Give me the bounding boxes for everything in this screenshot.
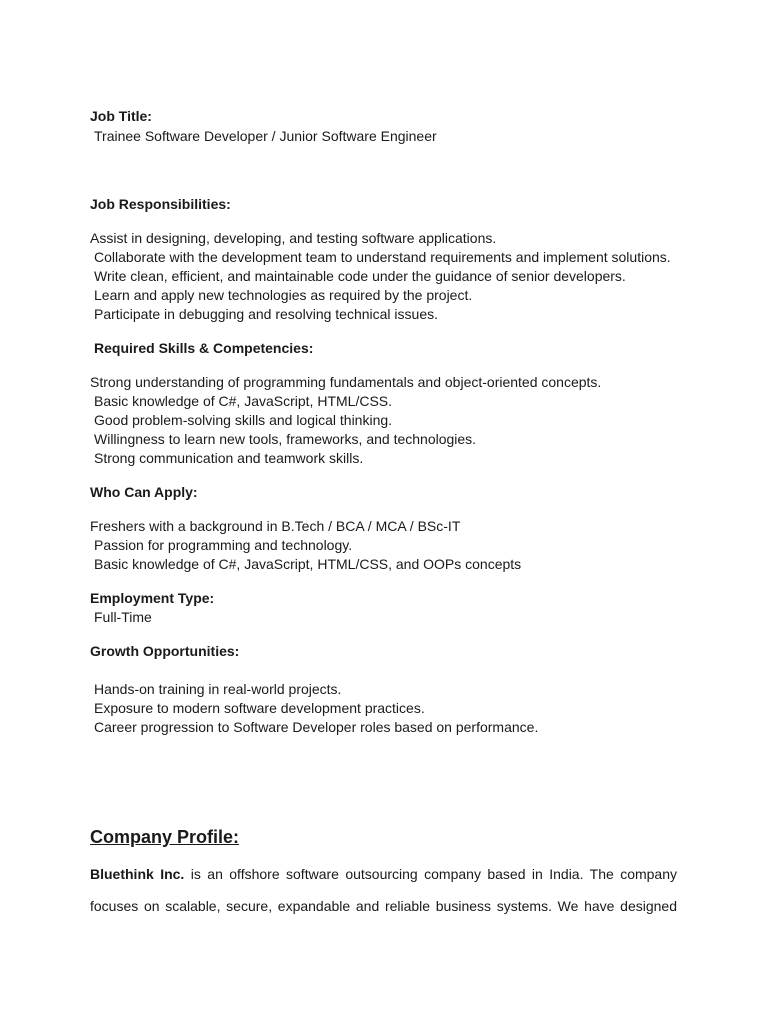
responsibility-item: Assist in designing, developing, and testing software applications.: [90, 230, 497, 246]
responsibility-item: Write clean, efficient, and maintainable code under the guidance of senior developers.: [94, 268, 626, 284]
job-title-heading: Job Title:: [90, 108, 152, 124]
growth-item: Career progression to Software Developer roles based on performance.: [94, 719, 539, 735]
skill-item: Willingness to learn new tools, frameworks, and technologies.: [94, 431, 477, 447]
eligibility-item: Passion for programming and technology.: [94, 537, 353, 553]
company-name: Bluethink Inc.: [90, 866, 185, 882]
company-profile-line-2: focuses on scalable, secure, expandable and reliable business systems. We have designed: [90, 898, 677, 914]
responsibilities-heading: Job Responsibilities:: [90, 196, 231, 212]
skills-heading: Required Skills & Competencies:: [94, 340, 314, 356]
growth-item: Hands-on training in real-world projects.: [94, 681, 342, 697]
who-can-apply-heading: Who Can Apply:: [90, 484, 198, 500]
eligibility-item: Freshers with a background in B.Tech / BCA / MCA / BSc-IT: [90, 518, 461, 534]
skill-item: Good problem-solving skills and logical thinking.: [94, 412, 393, 428]
skill-item: Basic knowledge of C#, JavaScript, HTML/CSS.: [94, 393, 393, 409]
company-profile-line-1: [90, 866, 677, 882]
company-profile-heading: Company Profile:: [90, 827, 240, 847]
employment-type-value: Full-Time: [94, 609, 152, 625]
skill-item: Strong understanding of programming fundamentals and object-oriented concepts.: [90, 374, 602, 390]
growth-item: Exposure to modern software development practices.: [94, 700, 425, 716]
responsibility-item: Collaborate with the development team to understand requirements and implement solutions.: [94, 249, 671, 265]
growth-heading: Growth Opportunities:: [90, 643, 240, 659]
job-title-value: Trainee Software Developer / Junior Software Engineer: [94, 128, 437, 144]
employment-type-heading: Employment Type:: [90, 590, 215, 606]
skill-item: Strong communication and teamwork skills.: [94, 450, 364, 466]
eligibility-item: Basic knowledge of C#, JavaScript, HTML/CSS, and OOPs concepts: [94, 556, 522, 572]
responsibility-item: Participate in debugging and resolving technical issues.: [94, 306, 438, 322]
company-profile-text: is an offshore software outsourcing company based in India. The company: [190, 866, 677, 882]
responsibility-item: Learn and apply new technologies as required by the project.: [94, 287, 473, 303]
